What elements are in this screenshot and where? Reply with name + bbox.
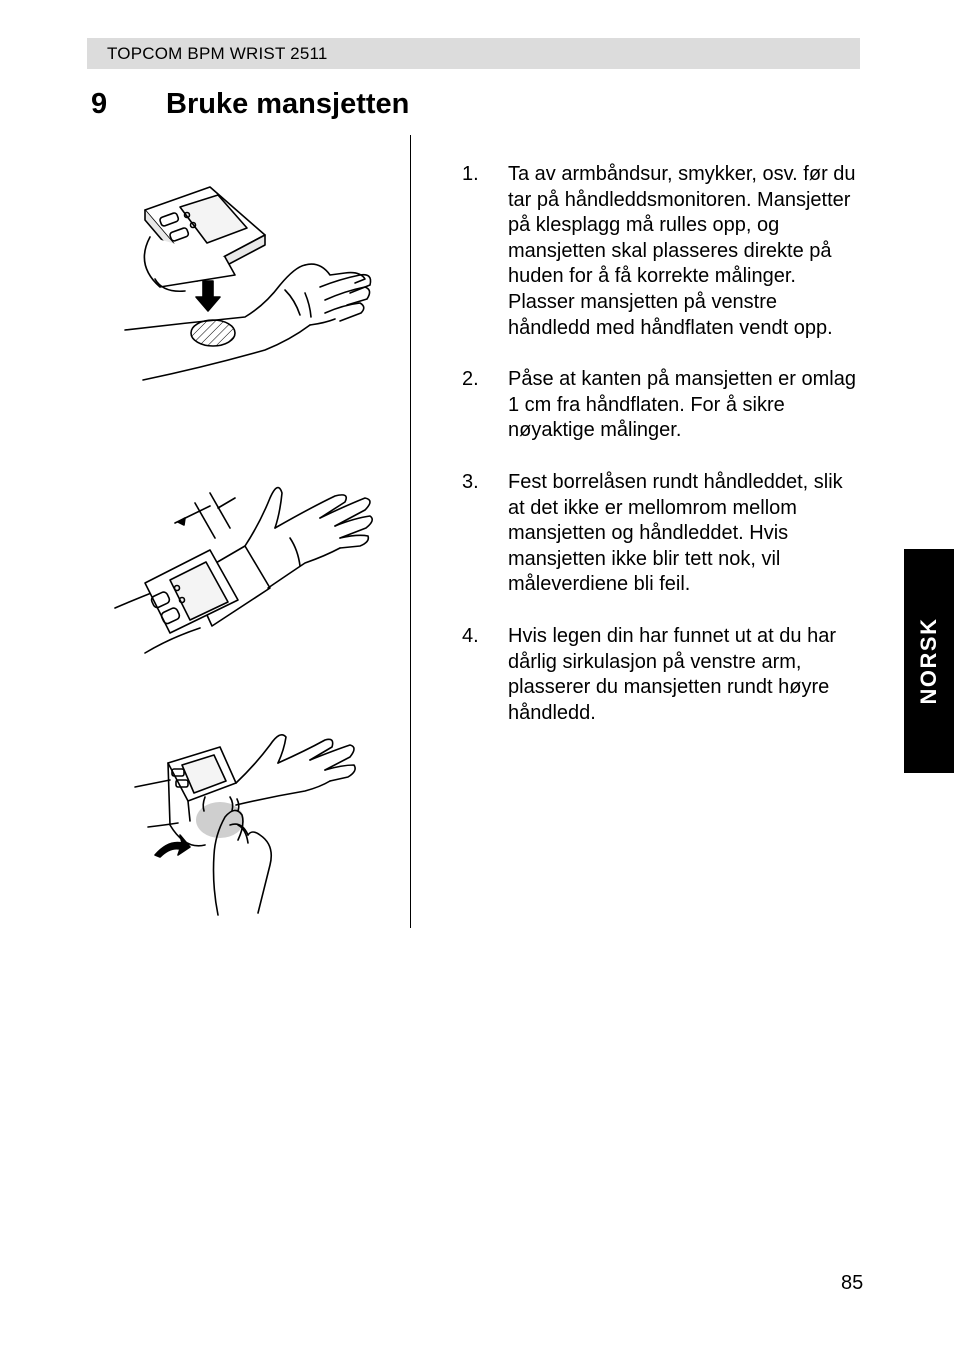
header-product-name: TOPCOM BPM WRIST 2511 bbox=[107, 44, 328, 63]
step-number: 1. bbox=[462, 163, 479, 185]
step-text: Ta av armbåndsur, smykker, osv. før du tar på håndleddsmonitoren. Mansjetter på klesplagg må rulles opp, og mansjetten skal plasseres direkte på huden for å få korrekte målinger. Plasser mansjetten på venstre håndledd med håndflaten vendt opp. bbox=[508, 163, 856, 339]
step-number: 2. bbox=[462, 368, 479, 391]
section-number: 9 bbox=[91, 88, 108, 120]
instruction-steps bbox=[462, 162, 862, 752]
section-title: Bruke mansjetten bbox=[166, 88, 410, 120]
step-text: Hvis legen din har funnet ut at du har dårlig sirkulasjon på venstre arm, plasserer du mansjetten rundt høyre håndledd. bbox=[508, 624, 836, 724]
running-header bbox=[87, 38, 860, 69]
cuff-distance-illustration bbox=[110, 478, 385, 658]
language-tab bbox=[904, 549, 954, 773]
language-tab-label: NORSK bbox=[916, 617, 941, 705]
column-divider bbox=[410, 135, 411, 928]
instruction-step bbox=[462, 624, 862, 726]
velcro-fastening-illustration bbox=[130, 725, 375, 920]
instruction-step bbox=[462, 367, 862, 444]
step-text: Fest borrelåsen rundt håndleddet, slik at det ikke er mellomrom mellom mansjetten og håndleddet. Hvis mansjetten ikke blir tett nok, vil måleverdiene bli feil. bbox=[508, 470, 843, 596]
step-number: 3. bbox=[462, 470, 479, 493]
step-text: Påse at kanten på mansjetten er omlag 1 cm fra håndflaten. For å sikre nøyaktige målinger. bbox=[508, 368, 856, 442]
instruction-step bbox=[462, 470, 862, 598]
page-number: 85 bbox=[841, 1272, 864, 1294]
step-number: 4. bbox=[462, 624, 479, 647]
wrist-monitor-placement-illustration bbox=[115, 175, 385, 390]
instruction-step bbox=[462, 162, 862, 341]
